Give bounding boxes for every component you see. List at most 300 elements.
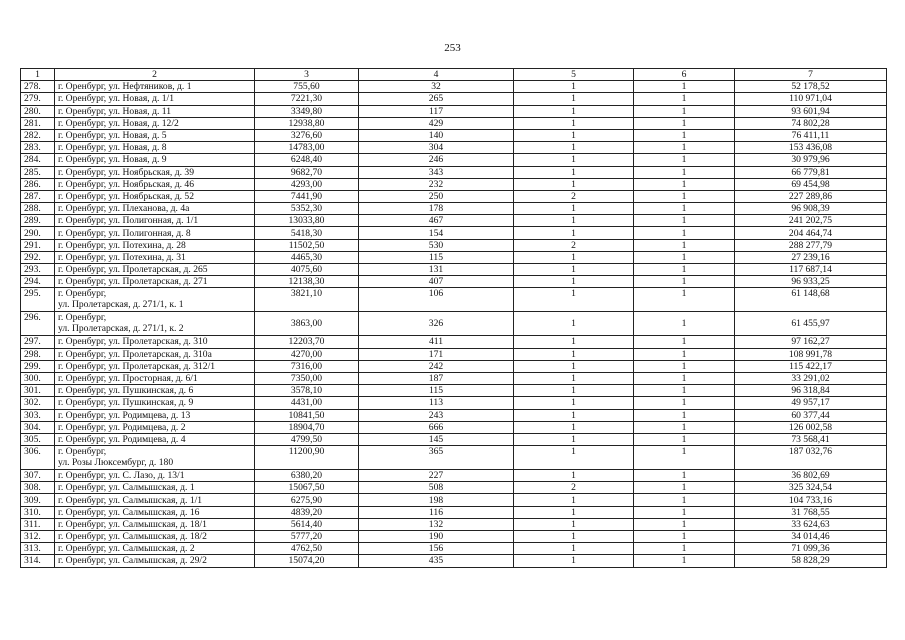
column-4-cell: 132 (359, 518, 514, 530)
area-cell: 4762,50 (255, 543, 359, 555)
column-6-cell: 1 (634, 154, 735, 166)
column-5-cell: 1 (514, 312, 634, 336)
column-6-cell: 1 (634, 312, 735, 336)
column-6-cell: 1 (634, 397, 735, 409)
address-line: г. Оренбург, ул. Новая, д. 8 (58, 142, 167, 154)
column-7-cell: 96 908,39 (735, 203, 887, 215)
area-cell: 12938,80 (255, 117, 359, 129)
area-cell: 7441,90 (255, 190, 359, 202)
column-6-cell: 1 (634, 129, 735, 141)
area-cell: 6275,90 (255, 494, 359, 506)
column-4-cell: 530 (359, 239, 514, 251)
table-row (21, 93, 887, 105)
area-cell: 3276,60 (255, 129, 359, 141)
address-cell (55, 203, 255, 215)
address-line: г. Оренбург, ул. Ноябрьская, д. 52 (58, 190, 195, 202)
data-table (20, 68, 887, 568)
address-cell (55, 470, 255, 482)
table-row (21, 397, 887, 409)
column-5-cell: 1 (514, 348, 634, 360)
column-4-cell: 171 (359, 348, 514, 360)
column-5-cell: 1 (514, 276, 634, 288)
column-4-cell: 131 (359, 264, 514, 276)
column-5-cell: 1 (514, 203, 634, 215)
table-row (21, 409, 887, 421)
address-line: г. Оренбург, ул. Пушкинская, д. 9 (58, 397, 194, 409)
column-6-cell: 1 (634, 421, 735, 433)
area-cell: 3863,00 (255, 312, 359, 336)
header-cell: 4 (359, 69, 514, 81)
column-7-cell: 69 454,98 (735, 178, 887, 190)
column-5-cell: 2 (514, 239, 634, 251)
address-cell (55, 215, 255, 227)
address-line: ул. Розы Люксембург, д. 180 (58, 457, 174, 469)
column-4-cell: 178 (359, 203, 514, 215)
column-5-cell: 1 (514, 531, 634, 543)
address-cell (55, 446, 255, 470)
column-5-cell: 1 (514, 543, 634, 555)
column-4-cell: 246 (359, 154, 514, 166)
area-cell: 11200,90 (255, 446, 359, 470)
column-5-cell: 1 (514, 142, 634, 154)
row-number: 314. (21, 555, 55, 567)
address-line: г. Оренбург, ул. Новая, д. 11 (58, 105, 171, 117)
row-number: 306. (21, 446, 55, 470)
address-line: г. Оренбург, ул. Салмышская, д. 1 (58, 482, 195, 494)
address-cell (55, 518, 255, 530)
table-row (21, 190, 887, 202)
column-6-cell: 1 (634, 470, 735, 482)
area-cell: 4075,60 (255, 264, 359, 276)
address-cell (55, 421, 255, 433)
column-7-cell: 96 933,25 (735, 276, 887, 288)
row-number: 290. (21, 227, 55, 239)
row-number: 302. (21, 397, 55, 409)
table-row (21, 142, 887, 154)
column-4-cell: 115 (359, 385, 514, 397)
column-7-cell: 33 291,02 (735, 372, 887, 384)
address-line: г. Оренбург, ул. Новая, д. 1/1 (58, 93, 175, 105)
address-line: г. Оренбург, ул. Салмышская, д. 16 (58, 506, 200, 518)
row-number: 295. (21, 288, 55, 312)
column-5-cell: 1 (514, 446, 634, 470)
column-4-cell: 467 (359, 215, 514, 227)
column-7-cell: 60 377,44 (735, 409, 887, 421)
table-row (21, 336, 887, 348)
page-number: 253 (444, 42, 461, 54)
area-cell: 7350,00 (255, 372, 359, 384)
column-7-cell: 104 733,16 (735, 494, 887, 506)
column-6-cell: 1 (634, 518, 735, 530)
column-4-cell: 435 (359, 555, 514, 567)
column-4-cell: 265 (359, 93, 514, 105)
column-6-cell: 1 (634, 555, 735, 567)
address-cell (55, 178, 255, 190)
table-row (21, 312, 887, 336)
header-cell: 5 (514, 69, 634, 81)
column-4-cell: 198 (359, 494, 514, 506)
row-number: 281. (21, 117, 55, 129)
row-number: 308. (21, 482, 55, 494)
column-5-cell: 1 (514, 166, 634, 178)
address-line: ул. Пролетарская, д. 271/1, к. 1 (58, 299, 184, 311)
column-7-cell: 241 202,75 (735, 215, 887, 227)
address-cell (55, 190, 255, 202)
column-6-cell: 1 (634, 482, 735, 494)
column-4-cell: 187 (359, 372, 514, 384)
address-line: г. Оренбург, ул. Потехина, д. 28 (58, 239, 186, 251)
area-cell: 6248,40 (255, 154, 359, 166)
table-row (21, 81, 887, 93)
column-7-cell: 74 802,28 (735, 117, 887, 129)
column-4-cell: 116 (359, 506, 514, 518)
area-cell: 5418,30 (255, 227, 359, 239)
column-5-cell: 1 (514, 264, 634, 276)
address-line: г. Оренбург, ул. Новая, д. 12/2 (58, 117, 179, 129)
table-row (21, 482, 887, 494)
address-line: г. Оренбург, ул. Полигонная, д. 1/1 (58, 215, 199, 227)
column-6-cell: 1 (634, 360, 735, 372)
column-5-cell: 1 (514, 81, 634, 93)
address-cell (55, 239, 255, 251)
column-6-cell: 1 (634, 215, 735, 227)
address-cell (55, 264, 255, 276)
row-number: 304. (21, 421, 55, 433)
table-row (21, 215, 887, 227)
table-row (21, 117, 887, 129)
address-cell (55, 372, 255, 384)
address-cell (55, 409, 255, 421)
table-row (21, 372, 887, 384)
row-number: 285. (21, 166, 55, 178)
address-line: г. Оренбург, ул. Пушкинская, д. 6 (58, 385, 194, 397)
column-6-cell: 1 (634, 531, 735, 543)
column-7-cell: 126 002,58 (735, 421, 887, 433)
column-4-cell: 145 (359, 433, 514, 445)
address-line: г. Оренбург, (58, 288, 107, 300)
column-5-cell: 1 (514, 154, 634, 166)
address-cell (55, 312, 255, 336)
address-line: г. Оренбург, ул. Полигонная, д. 8 (58, 227, 191, 239)
address-cell (55, 154, 255, 166)
area-cell: 11502,50 (255, 239, 359, 251)
area-cell: 4293,00 (255, 178, 359, 190)
address-cell (55, 494, 255, 506)
area-cell: 3821,10 (255, 288, 359, 312)
address-cell (55, 506, 255, 518)
row-number: 286. (21, 178, 55, 190)
column-5-cell: 1 (514, 288, 634, 312)
area-cell: 7316,00 (255, 360, 359, 372)
table-row (21, 518, 887, 530)
column-7-cell: 204 464,74 (735, 227, 887, 239)
area-cell: 5614,40 (255, 518, 359, 530)
area-cell: 4270,00 (255, 348, 359, 360)
column-4-cell: 243 (359, 409, 514, 421)
column-7-cell: 71 099,36 (735, 543, 887, 555)
address-cell (55, 336, 255, 348)
address-cell (55, 482, 255, 494)
column-5-cell: 1 (514, 494, 634, 506)
row-number: 283. (21, 142, 55, 154)
column-5-cell: 1 (514, 215, 634, 227)
table-row (21, 154, 887, 166)
column-7-cell: 52 178,52 (735, 81, 887, 93)
table-row (21, 239, 887, 251)
address-cell (55, 129, 255, 141)
area-cell: 4465,30 (255, 251, 359, 263)
address-cell (55, 348, 255, 360)
column-5-cell: 1 (514, 397, 634, 409)
column-6-cell: 1 (634, 446, 735, 470)
column-7-cell: 61 148,68 (735, 288, 887, 312)
column-4-cell: 429 (359, 117, 514, 129)
column-6-cell: 1 (634, 251, 735, 263)
column-7-cell: 66 779,81 (735, 166, 887, 178)
area-cell: 15067,50 (255, 482, 359, 494)
column-7-cell: 31 768,55 (735, 506, 887, 518)
column-5-cell: 1 (514, 105, 634, 117)
column-5-cell: 1 (514, 555, 634, 567)
column-7-cell: 36 802,69 (735, 470, 887, 482)
address-line: г. Оренбург, ул. Пролетарская, д. 310а (58, 348, 212, 360)
column-6-cell: 1 (634, 203, 735, 215)
area-cell: 18904,70 (255, 421, 359, 433)
column-5-cell: 1 (514, 336, 634, 348)
column-7-cell: 288 277,79 (735, 239, 887, 251)
address-cell (55, 555, 255, 567)
column-4-cell: 32 (359, 81, 514, 93)
column-4-cell: 411 (359, 336, 514, 348)
column-6-cell: 1 (634, 93, 735, 105)
row-number: 309. (21, 494, 55, 506)
column-4-cell: 250 (359, 190, 514, 202)
row-number: 294. (21, 276, 55, 288)
column-4-cell: 156 (359, 543, 514, 555)
column-7-cell: 27 239,16 (735, 251, 887, 263)
address-line: г. Оренбург, (58, 312, 107, 324)
address-cell (55, 166, 255, 178)
address-cell (55, 360, 255, 372)
table-row (21, 470, 887, 482)
address-cell (55, 142, 255, 154)
address-cell (55, 397, 255, 409)
address-line: г. Оренбург, ул. Пролетарская, д. 310 (58, 336, 208, 348)
row-number: 303. (21, 409, 55, 421)
row-number: 278. (21, 81, 55, 93)
area-cell: 12138,30 (255, 276, 359, 288)
row-number: 279. (21, 93, 55, 105)
address-line: г. Оренбург, ул. Потехина, д. 31 (58, 251, 186, 263)
address-cell (55, 105, 255, 117)
address-line: г. Оренбург, ул. Родимцева, д. 13 (58, 409, 191, 421)
column-7-cell: 34 014,46 (735, 531, 887, 543)
table-row (21, 166, 887, 178)
column-6-cell: 1 (634, 385, 735, 397)
table-row (21, 421, 887, 433)
column-4-cell: 407 (359, 276, 514, 288)
row-number: 284. (21, 154, 55, 166)
table-row (21, 203, 887, 215)
column-6-cell: 1 (634, 227, 735, 239)
row-number: 312. (21, 531, 55, 543)
address-cell (55, 433, 255, 445)
row-number: 300. (21, 372, 55, 384)
row-number: 292. (21, 251, 55, 263)
row-number: 305. (21, 433, 55, 445)
address-cell (55, 93, 255, 105)
address-cell (55, 81, 255, 93)
area-cell: 15074,20 (255, 555, 359, 567)
area-cell: 3349,80 (255, 105, 359, 117)
area-cell: 4431,00 (255, 397, 359, 409)
column-6-cell: 1 (634, 142, 735, 154)
column-5-cell: 2 (514, 190, 634, 202)
address-cell (55, 531, 255, 543)
address-line: г. Оренбург, ул. Салмышская, д. 29/2 (58, 555, 207, 567)
column-7-cell: 49 957,17 (735, 397, 887, 409)
column-5-cell: 1 (514, 409, 634, 421)
address-line: г. Оренбург, ул. Пролетарская, д. 312/1 (58, 360, 216, 372)
column-4-cell: 190 (359, 531, 514, 543)
address-cell (55, 227, 255, 239)
row-number: 291. (21, 239, 55, 251)
row-number: 299. (21, 360, 55, 372)
column-5-cell: 1 (514, 129, 634, 141)
column-5-cell: 1 (514, 251, 634, 263)
area-cell: 4839,20 (255, 506, 359, 518)
column-4-cell: 242 (359, 360, 514, 372)
column-5-cell: 1 (514, 372, 634, 384)
column-5-cell: 1 (514, 385, 634, 397)
address-line: г. Оренбург, ул. Ноябрьская, д. 39 (58, 166, 195, 178)
address-cell (55, 288, 255, 312)
column-6-cell: 1 (634, 433, 735, 445)
column-7-cell: 227 289,86 (735, 190, 887, 202)
row-number: 288. (21, 203, 55, 215)
address-line: г. Оренбург, ул. Новая, д. 5 (58, 130, 167, 142)
area-cell: 14783,00 (255, 142, 359, 154)
area-cell: 755,60 (255, 81, 359, 93)
area-cell: 3578,10 (255, 385, 359, 397)
column-6-cell: 1 (634, 372, 735, 384)
column-6-cell: 1 (634, 239, 735, 251)
table-row (21, 276, 887, 288)
column-6-cell: 1 (634, 276, 735, 288)
column-6-cell: 1 (634, 288, 735, 312)
row-number: 296. (21, 312, 55, 336)
column-6-cell: 1 (634, 166, 735, 178)
column-6-cell: 1 (634, 105, 735, 117)
column-7-cell: 96 318,84 (735, 385, 887, 397)
table-row (21, 264, 887, 276)
row-number: 301. (21, 385, 55, 397)
table-row (21, 555, 887, 567)
area-cell: 5352,30 (255, 203, 359, 215)
address-line: г. Оренбург, ул. Салмышская, д. 18/2 (58, 531, 207, 543)
address-line: г. Оренбург, ул. Родимцева, д. 2 (58, 421, 186, 433)
table-row (21, 178, 887, 190)
column-7-cell: 73 568,41 (735, 433, 887, 445)
table-row (21, 129, 887, 141)
column-6-cell: 1 (634, 336, 735, 348)
address-line: г. Оренбург, ул. Салмышская, д. 2 (58, 543, 195, 555)
column-6-cell: 1 (634, 117, 735, 129)
column-7-cell: 93 601,94 (735, 105, 887, 117)
row-number: 313. (21, 543, 55, 555)
address-line: г. Оренбург, ул. Пролетарская, д. 265 (58, 264, 208, 276)
column-5-cell: 1 (514, 178, 634, 190)
table-row (21, 446, 887, 470)
address-cell (55, 251, 255, 263)
column-6-cell: 1 (634, 81, 735, 93)
address-line: г. Оренбург, ул. Плеханова, д. 4а (58, 203, 190, 215)
address-cell (55, 117, 255, 129)
area-cell: 10841,50 (255, 409, 359, 421)
column-7-cell: 97 162,27 (735, 336, 887, 348)
area-cell: 13033,80 (255, 215, 359, 227)
column-4-cell: 232 (359, 178, 514, 190)
header-cell: 3 (255, 69, 359, 81)
row-number: 298. (21, 348, 55, 360)
column-5-cell: 1 (514, 360, 634, 372)
column-7-cell: 76 411,11 (735, 129, 887, 141)
address-line: г. Оренбург, ул. Салмышская, д. 18/1 (58, 518, 207, 530)
column-7-cell: 117 687,14 (735, 264, 887, 276)
table-row (21, 288, 887, 312)
row-number: 307. (21, 470, 55, 482)
row-number: 282. (21, 129, 55, 141)
column-7-cell: 30 979,96 (735, 154, 887, 166)
address-line: г. Оренбург, ул. Ноябрьская, д. 46 (58, 178, 195, 190)
table-row (21, 543, 887, 555)
column-4-cell: 140 (359, 129, 514, 141)
column-7-cell: 108 991,78 (735, 348, 887, 360)
header-cell: 7 (735, 69, 887, 81)
row-number: 280. (21, 105, 55, 117)
column-4-cell: 106 (359, 288, 514, 312)
address-cell (55, 276, 255, 288)
column-6-cell: 1 (634, 494, 735, 506)
area-cell: 7221,30 (255, 93, 359, 105)
column-4-cell: 115 (359, 251, 514, 263)
table-row (21, 360, 887, 372)
column-7-cell: 110 971,04 (735, 93, 887, 105)
column-7-cell: 61 455,97 (735, 312, 887, 336)
column-4-cell: 154 (359, 227, 514, 239)
table-row (21, 494, 887, 506)
table-header-row (21, 69, 887, 81)
column-4-cell: 365 (359, 446, 514, 470)
column-6-cell: 1 (634, 190, 735, 202)
address-cell (55, 385, 255, 397)
column-5-cell: 2 (514, 482, 634, 494)
table-row (21, 531, 887, 543)
area-cell: 9682,70 (255, 166, 359, 178)
area-cell: 4799,50 (255, 433, 359, 445)
table-row (21, 348, 887, 360)
column-4-cell: 343 (359, 166, 514, 178)
column-5-cell: 1 (514, 227, 634, 239)
address-line: г. Оренбург, ул. С. Лазо, д. 13/1 (58, 470, 185, 482)
column-5-cell: 1 (514, 117, 634, 129)
column-6-cell: 1 (634, 543, 735, 555)
area-cell: 5777,20 (255, 531, 359, 543)
address-cell (55, 543, 255, 555)
column-5-cell: 1 (514, 470, 634, 482)
column-4-cell: 304 (359, 142, 514, 154)
column-5-cell: 1 (514, 518, 634, 530)
